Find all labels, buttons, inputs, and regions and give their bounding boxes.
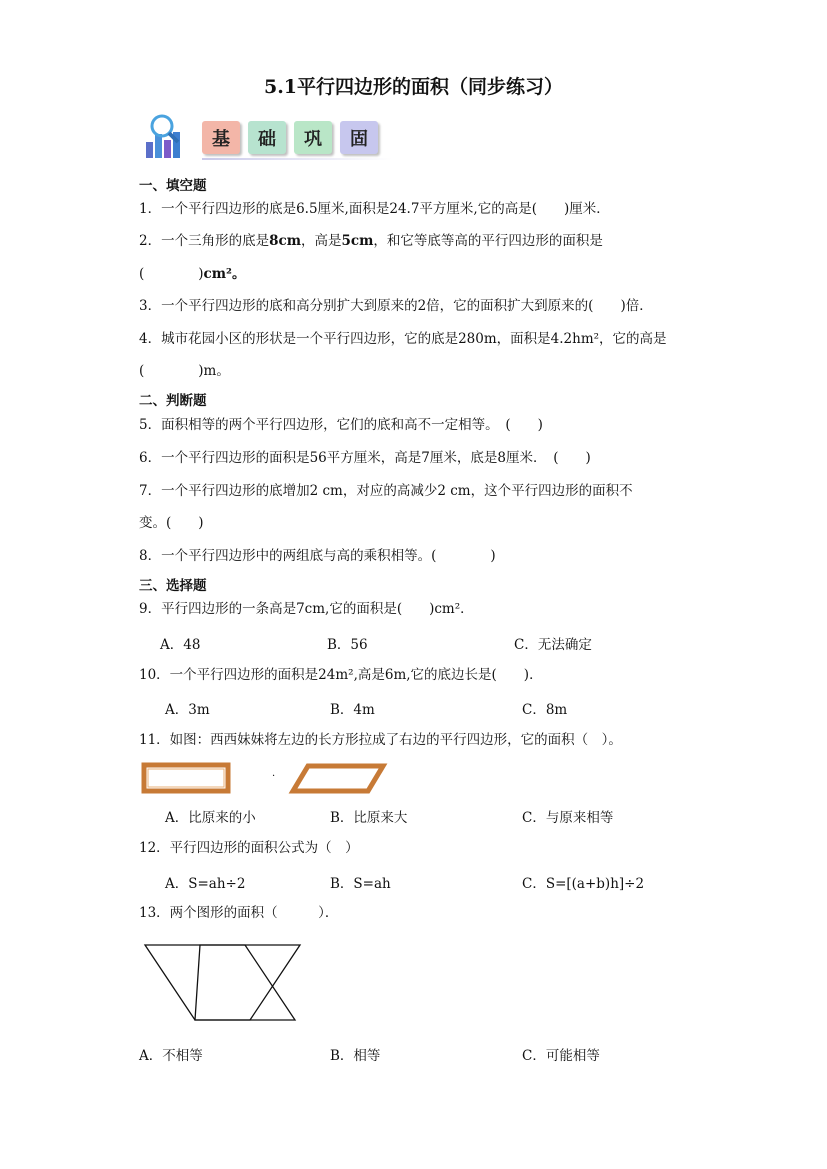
banner-tile-1: 基 [202, 121, 240, 154]
banner-tile-4: 固 [340, 121, 378, 154]
question-11: 11．如图：西西妹妹将左边的长方形拉成了右边的平行四边形，它的面积（ ）。 [139, 732, 622, 748]
shape-left-parallelogram [145, 945, 295, 1020]
banner-underline [202, 158, 392, 160]
shape-right-parallelogram [195, 945, 300, 1020]
q11-option-a: A．比原来的小 [165, 810, 256, 826]
banner-tile-2: 础 [248, 121, 286, 154]
question-6: 6．一个平行四边形的面积是56平方厘米，高是7厘米，底是8厘米． ( ) [139, 450, 591, 466]
question-7-line2: 变。( ) [139, 515, 204, 531]
q11-option-c: C．与原来相等 [522, 810, 614, 826]
section-heading-fill-blank: 一、填空题 [139, 178, 207, 194]
q2-unit: cm²。 [203, 266, 246, 282]
question-13: 13．两个图形的面积（ ）． [139, 905, 339, 921]
q9-option-a: A．48 [160, 637, 201, 653]
q2-text-a: 2．一个三角形的底是 [139, 233, 270, 249]
q13-option-c: C．可能相等 [522, 1048, 600, 1064]
two-shapes-figure [140, 940, 305, 1026]
magnifier-chart-icon [140, 112, 196, 162]
question-1: 1．一个平行四边形的底是6.5厘米,面积是24.7平方厘米,它的高是( )厘米． [139, 201, 610, 217]
q10-option-b: B．4m [330, 702, 375, 718]
q2-height: 5cm [341, 233, 374, 249]
question-4-line1: 4．城市花园小区的形状是一个平行四边形，它的底是280m，面积是4.2hm²，它的高是 [139, 331, 667, 347]
q10-option-a: A．3m [165, 702, 210, 718]
banner-tile-3: 巩 [294, 121, 332, 154]
q13-option-a: A．不相等 [139, 1048, 203, 1064]
question-3: 3．一个平行四边形的底和高分别扩大到原来的2倍，它的面积扩大到原来的( )倍． [139, 298, 653, 314]
q11-option-b: B．比原来大 [330, 810, 408, 826]
section-heading-true-false: 二、判断题 [139, 393, 207, 409]
page-title: 5.1平行四边形的面积（同步练习） [263, 76, 564, 98]
q2-text-c: ，高是 [301, 233, 342, 249]
q2-blank: ( ) [139, 266, 204, 282]
q2-text-e: ，和它等底等高的平行四边形的面积是 [373, 233, 603, 249]
question-2-line2 [139, 265, 245, 283]
question-10: 10．一个平行四边形的面积是24m²,高是6m,它的底边长是( )． [139, 667, 543, 683]
question-2-line1 [139, 232, 603, 250]
q9-option-b: B．56 [327, 637, 368, 653]
question-4-line2: ( )m。 [139, 363, 230, 379]
rectangle-parallelogram-figure [140, 760, 390, 798]
q13-option-b: B．相等 [330, 1048, 381, 1064]
figure-dot: · [272, 771, 276, 782]
question-12: 12．平行四边形的面积公式为（ ） [139, 840, 359, 856]
q10-option-c: C．8m [522, 702, 568, 718]
q12-option-b: B．S=ah [330, 876, 391, 892]
question-7-line1: 7．一个平行四边形的底增加2 cm，对应的高减少2 cm，这个平行四边形的面积不 [139, 483, 633, 499]
q9-option-c: C．无法确定 [514, 637, 592, 653]
q2-base: 8cm [269, 233, 301, 249]
section-heading-multiple-choice: 三、选择题 [139, 578, 207, 594]
q12-option-a: A．S=ah÷2 [165, 876, 246, 892]
question-9: 9．平行四边形的一条高是7cm,它的面积是( )cm²． [139, 601, 474, 617]
question-8: 8．一个平行四边形中的两组底与高的乘积相等。( ) [139, 548, 496, 564]
question-5: 5．面积相等的两个平行四边形，它们的底和高不一定相等。 ( ) [139, 417, 543, 433]
q12-option-c: C．S=[(a+b)h]÷2 [522, 876, 645, 892]
wooden-parallelogram [293, 766, 383, 791]
section-banner [140, 112, 390, 162]
